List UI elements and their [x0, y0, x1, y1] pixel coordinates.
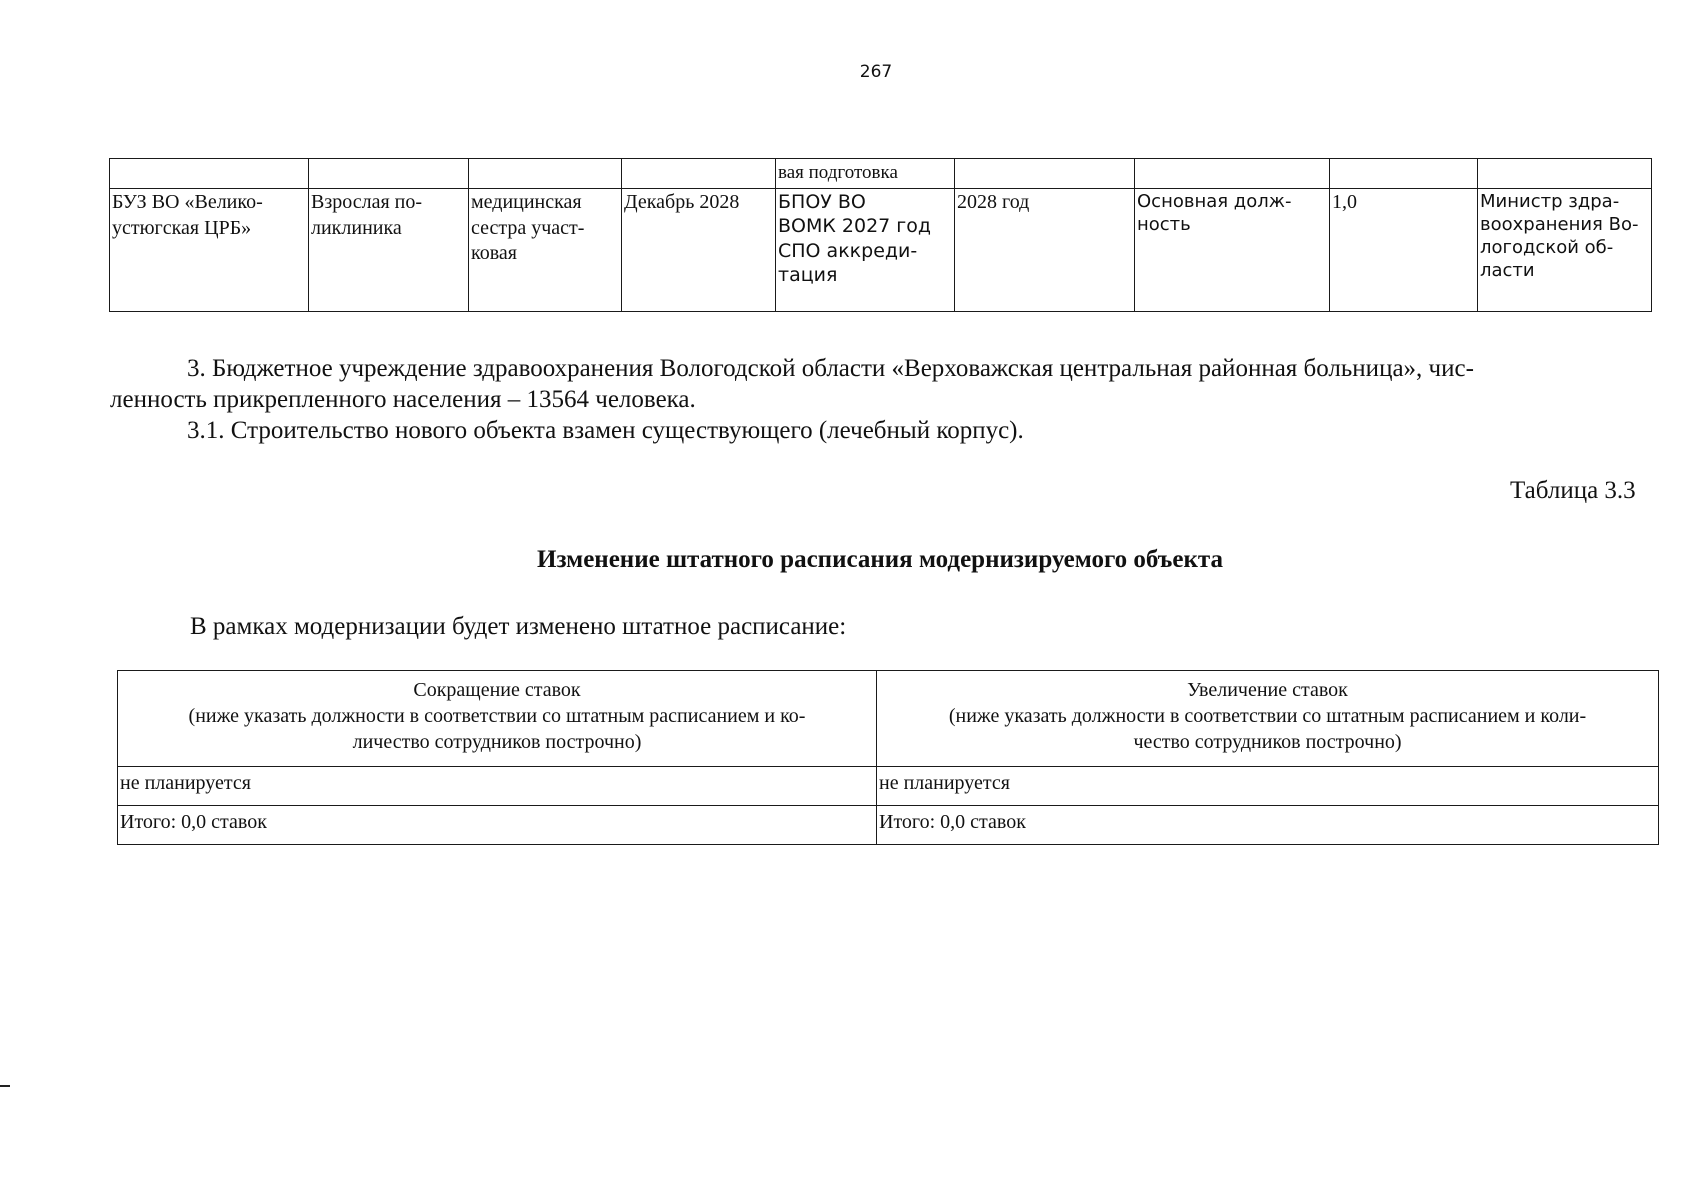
- section-heading: Изменение штатного расписания модернизируемого объекта: [537, 546, 1223, 573]
- table-row: [118, 767, 1659, 806]
- cell-line: ность: [1137, 214, 1191, 236]
- table-cell: [1135, 159, 1330, 189]
- paragraph-institution-continued: ленность прикрепленного населения – 13564 человека.: [110, 386, 696, 413]
- reduction-header: [118, 671, 877, 767]
- paragraph-construction: 3.1. Строительство нового объекта взамен существующего (лечебный корпус).: [187, 417, 1024, 444]
- header-note: (ниже указать должности в соответствии со штатным расписанием и коли-: [948, 705, 1587, 727]
- cell-line: ВОМК 2027 год: [778, 215, 932, 238]
- table-cell: [469, 159, 622, 189]
- table-cell: не планируется: [877, 767, 1659, 806]
- table-cell: вая подготовка: [776, 159, 955, 189]
- staff-change-table: [117, 670, 1659, 845]
- cell-line: ласти: [1480, 260, 1535, 282]
- table-cell: [309, 159, 469, 189]
- table-cell: Итого: 0,0 ставок: [118, 806, 877, 845]
- margin-mark: [0, 1085, 10, 1087]
- table-row: [110, 189, 1652, 312]
- table-cell: не планируется: [118, 767, 877, 806]
- paragraph-institution: 3. Бюджетное учреждение здравоохранения Вологодской области «Верховажская центральная районная больница», чис-: [187, 355, 1474, 382]
- cell-line: Основная долж-: [1137, 191, 1292, 212]
- cell-line: СПО аккреди-: [778, 239, 918, 262]
- cell-line: Министр здра-: [1480, 191, 1620, 212]
- cell-line: логодской об-: [1480, 237, 1614, 259]
- department-cell: [309, 189, 469, 312]
- cell-line: 2028 год: [957, 191, 1030, 213]
- institution-cell: [110, 189, 309, 312]
- table-row: [118, 806, 1659, 845]
- cell-line: устюгская ЦРБ»: [112, 216, 252, 239]
- cell-line: Взрослая по-: [311, 191, 423, 213]
- cell-line: ликлиника: [311, 216, 402, 239]
- header-note: чество сотрудников построчно): [1133, 731, 1402, 753]
- header-title: Сокращение ставок: [413, 679, 581, 701]
- table-cell: [110, 159, 309, 189]
- table-cell: [1478, 159, 1652, 189]
- intro-text: В рамках модернизации будет изменено штатное расписание:: [190, 613, 847, 640]
- training-cell: [776, 189, 955, 312]
- cell-line: медицинская: [471, 191, 582, 213]
- cell-line: воохранения Во-: [1480, 214, 1639, 236]
- cell-line: 1,0: [1332, 191, 1357, 213]
- position-type-cell: [1135, 189, 1330, 312]
- increase-header: [877, 671, 1659, 767]
- cell-line: Декабрь 2028: [624, 191, 740, 213]
- year-cell: [955, 189, 1135, 312]
- cell-line: БУЗ ВО «Велико-: [112, 191, 263, 213]
- table-row: [110, 159, 1652, 189]
- cell-line: тация: [778, 263, 838, 286]
- table-cell: [622, 159, 776, 189]
- header-title: Увеличение ставок: [1187, 679, 1348, 701]
- cell-line: ковая: [471, 242, 517, 265]
- header-note: личество сотрудников построчно): [352, 731, 642, 753]
- table-cell: Итого: 0,0 ставок: [877, 806, 1659, 845]
- page-number: 267: [859, 62, 893, 82]
- positions-table-continuation: [109, 158, 1652, 312]
- table-cell: [955, 159, 1135, 189]
- position-cell: [469, 189, 622, 312]
- rate-cell: [1330, 189, 1478, 312]
- header-note: (ниже указать должности в соответствии со штатным расписанием и ко-: [188, 705, 806, 727]
- cell-line: БПОУ ВО: [778, 191, 866, 213]
- cell-line: сестра участ-: [471, 216, 585, 239]
- date-cell: [622, 189, 776, 312]
- approver-cell: [1478, 189, 1652, 312]
- table-header-row: [118, 671, 1659, 767]
- table-cell: [1330, 159, 1478, 189]
- table-caption: Таблица 3.3: [1510, 477, 1636, 504]
